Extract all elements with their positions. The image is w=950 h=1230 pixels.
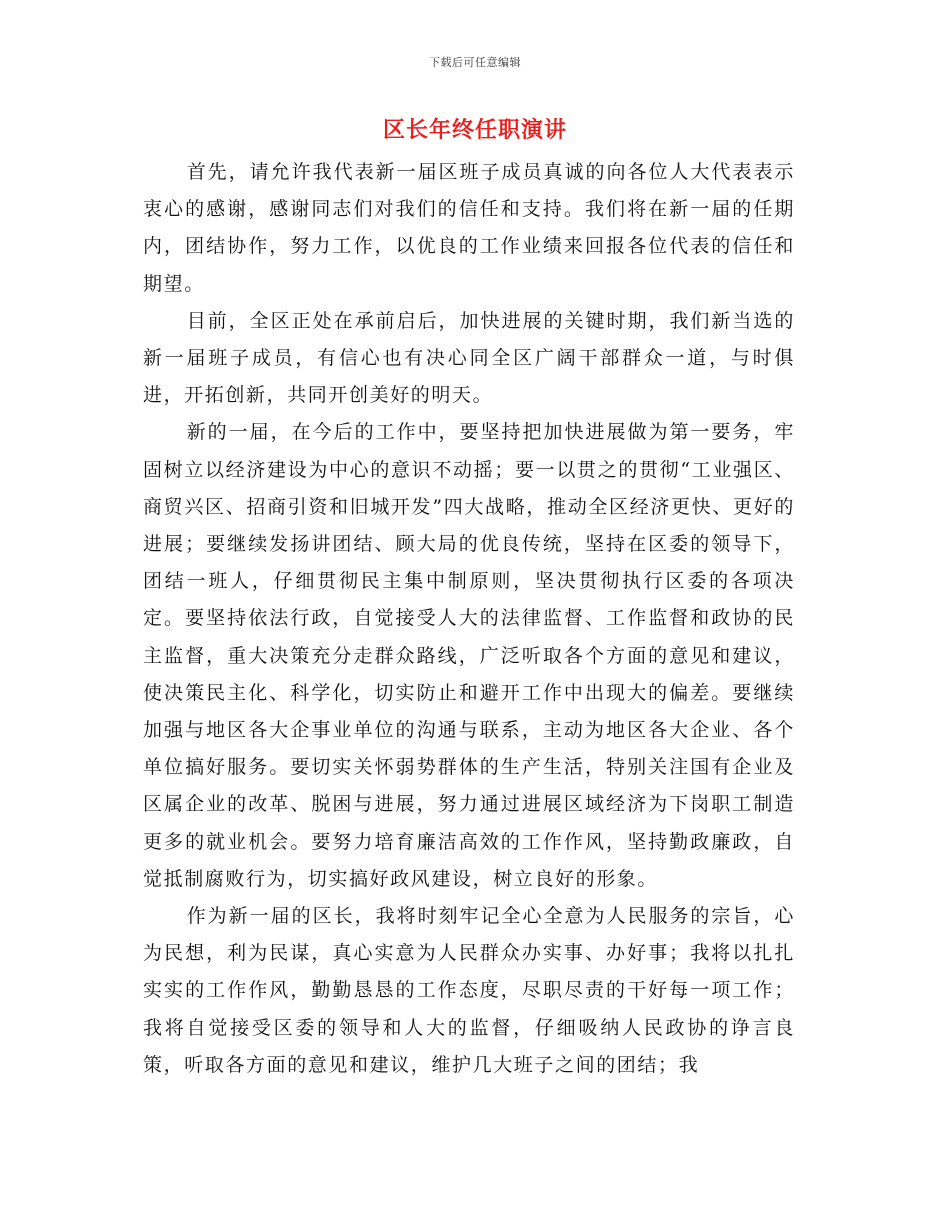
header-note: 下载后可任意编辑 (429, 56, 521, 69)
paragraph-3: 新的一届，在今后的工作中，要坚持把加快进展做为第一要务，牢固树立以经济建设为中心的意识不动摇；要一以贯之的贯彻“工业强区、商贸兴区、招商引资和旧城开发”四大战略，推动全区经济更快、更好的进展；要继续发扬讲团结、顾大局的优良传统，坚持在区委的领导下，团结一班人，仔细贯彻民主集中制原则，坚决贯彻执行区委的各项决定。要坚持依法行政，自觉接受人大的法律监督、工作监督和政协的民主监督，重大决策充分走群众路线，广泛听取各个方面的意见和建议，使决策民主化、科学化，切实防止和避开工作中出现大的偏差。要继续加强与地区各大企事业单位的沟通与联系，主动为地区各大企业、各个单位搞好服务。要切实关怀弱势群体的生产生活，特别关注国有企业及区属企业的改革、脱困与进展，努力通过进展区域经济为下岗职工制造更多的就业机会。要努力培育廉洁高效的工作作风，坚持勤政廉政，自觉抵制腐败行为，切实搞好政风建设，树立良好的形象。 (143, 421, 795, 890)
paragraph-1: 首先，请允许我代表新一届区班子成员真诚的向各位人大代表表示衷心的感谢，感谢同志们对我们的信任和支持。我们将在新一届的任期内，团结协作，努力工作，以优良的工作业绩来回报各位代表的信任和期望。 (143, 161, 795, 295)
paragraph-2: 目前，全区正处在承前启后，加快进展的关键时期，我们新当选的新一届班子成员，有信心也有决心同全区广阔干部群众一道，与时俱进，开拓创新，共同开创美好的明天。 (143, 309, 795, 407)
document-body (143, 154, 795, 1084)
paragraph-4: 作为新一届的区长，我将时刻牢记全心全意为人民服务的宗旨，心为民想，利为民谋，真心实意为人民群众办实事、办好事；我将以扎扎实实的工作作风，勤勤恳恳的工作态度，尽职尽责的干好每一项工作；我将自觉接受区委的领导和人大的监督，仔细吸纳人民政协的诤言良策，听取各方面的意见和建议，维护几大班子之间的团结；我 (143, 905, 795, 1076)
document-title: 区长年终任职演讲 (382, 118, 567, 143)
